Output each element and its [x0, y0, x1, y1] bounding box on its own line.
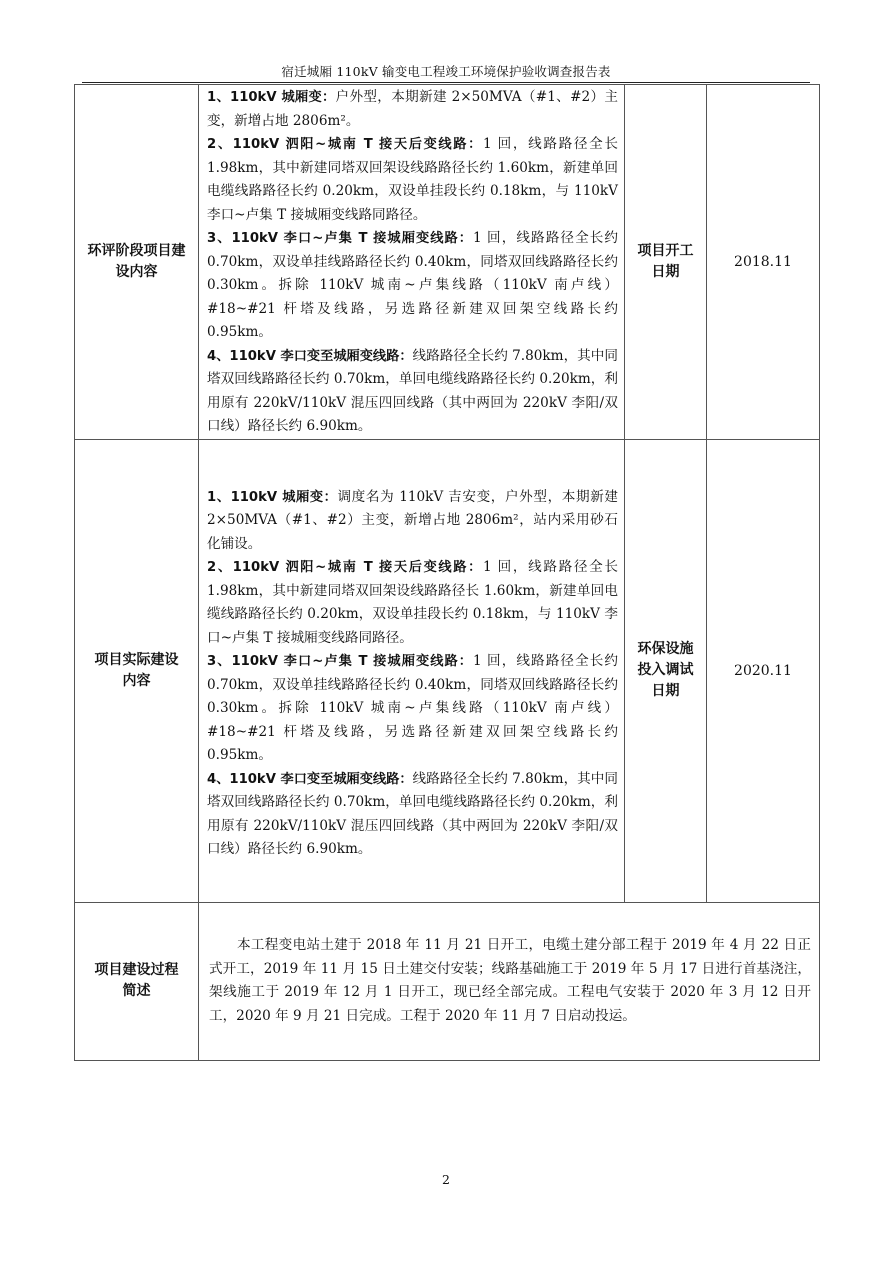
- eia-content-cell: [199, 85, 625, 440]
- table-row-eia-content: [75, 85, 820, 440]
- content-item: 2、110kV 泗阳~城南 T 接天后变线路：1 回，线路路径全长 1.98km，其中新建同塔双回架设线路路径长约 1.60km，新建单回电缆线路路径长约 0.20km，双设单挂段长约 0.18km，与 110kV 李口~卢集 T 接城厢变线路同路径。: [207, 136, 618, 223]
- header-rule: [82, 82, 810, 83]
- commissioning-date-value: 2020.11: [707, 439, 820, 902]
- start-date-value: 2018.11: [707, 85, 820, 440]
- row-label-process: 项目建设过程简述: [75, 902, 199, 1060]
- content-item: 4、110kV 李口变至城厢变线路：线路路径全长约 7.80km，其中同塔双回线路路径长约 0.70km，单回电缆线路路径长约 0.20km，利用原有 220kV/110kV 混压四回线路（其中两回为 220kV 李阳/双口线）路径长约 6.90km。: [207, 770, 618, 857]
- table-row-process: [75, 902, 820, 1060]
- content-item: 3、110kV 李口~卢集 T 接城厢变线路：1 回，线路路径全长约 0.70km，双设单挂线路路径长约 0.40km，同塔双回线路路径长约 0.30km。拆除 110kV 城南~卢集线路（110kV 南卢线）#18~#21 杆塔及线路，另选路径新建双回架空线路长约 0.95km。: [207, 653, 618, 763]
- content-item: 1、110kV 城厢变：调度名为 110kV 吉安变，户外型，本期新建 2×50MVA（#1、#2）主变，新增占地 2806m²，站内采用砂石化铺设。: [207, 488, 618, 552]
- side-label-start-date: 项目开工日期: [625, 85, 707, 440]
- page-number: 2: [442, 1172, 450, 1187]
- actual-content-cell: [199, 439, 625, 902]
- report-table: [74, 84, 820, 1061]
- content-item: 1、110kV 城厢变：户外型，本期新建 2×50MVA（#1、#2）主变，新增占地 2806m²。: [207, 89, 618, 129]
- row-label-actual-content: 项目实际建设内容: [75, 439, 199, 902]
- content-item: 2、110kV 泗阳~城南 T 接天后变线路：1 回，线路路径全长 1.98km，其中新建同塔双回架设线路路径长 1.60km，新建单回电缆线路路径长约 0.20km，双设单挂段长约 0.18km，与 110kV 李口~卢集 T 接城厢变线路同路径。: [207, 559, 618, 646]
- side-label-commissioning-date: 环保设施投入调试日期: [625, 439, 707, 902]
- content-item: 4、110kV 李口变至城厢变线路：线路路径全长约 7.80km，其中同塔双回线路路径长约 0.70km，单回电缆线路路径长约 0.20km，利用原有 220kV/110kV 混压四回线路（其中两回为 220kV 李阳/双口线）路径长约 6.90km。: [207, 347, 618, 434]
- process-description: 本工程变电站土建于 2018 年 11 月 21 日开工，电缆土建分部工程于 2019 年 4 月 22 日正式开工，2019 年 11 月 15 日土建交付安装；线路基础施工于 2019 年 5 月 17 日进行首基浇注，架线施工于 2019 年 12 月 1 日开工，现已经全部完成。工程电气安装于 2020 年 3 月 12 日开工，2020 年 9 月 21 日完成。工程于 2020 年 11 月 7 日启动投运。: [199, 902, 820, 1060]
- page-header-title: 宿迁城厢 110kV 输变电工程竣工环境保护验收调查报告表: [281, 64, 611, 79]
- table-row-actual-content: [75, 439, 820, 902]
- row-label-eia-content: 环评阶段项目建设内容: [75, 85, 199, 440]
- content-item: 3、110kV 李口~卢集 T 接城厢变线路：1 回，线路路径全长约 0.70km，双设单挂线路路径长约 0.40km，同塔双回线路路径长约 0.30km。拆除 110kV 城南~卢集线路（110kV 南卢线）#18~#21 杆塔及线路，另选路径新建双回架空线路长约 0.95km。: [207, 230, 618, 340]
